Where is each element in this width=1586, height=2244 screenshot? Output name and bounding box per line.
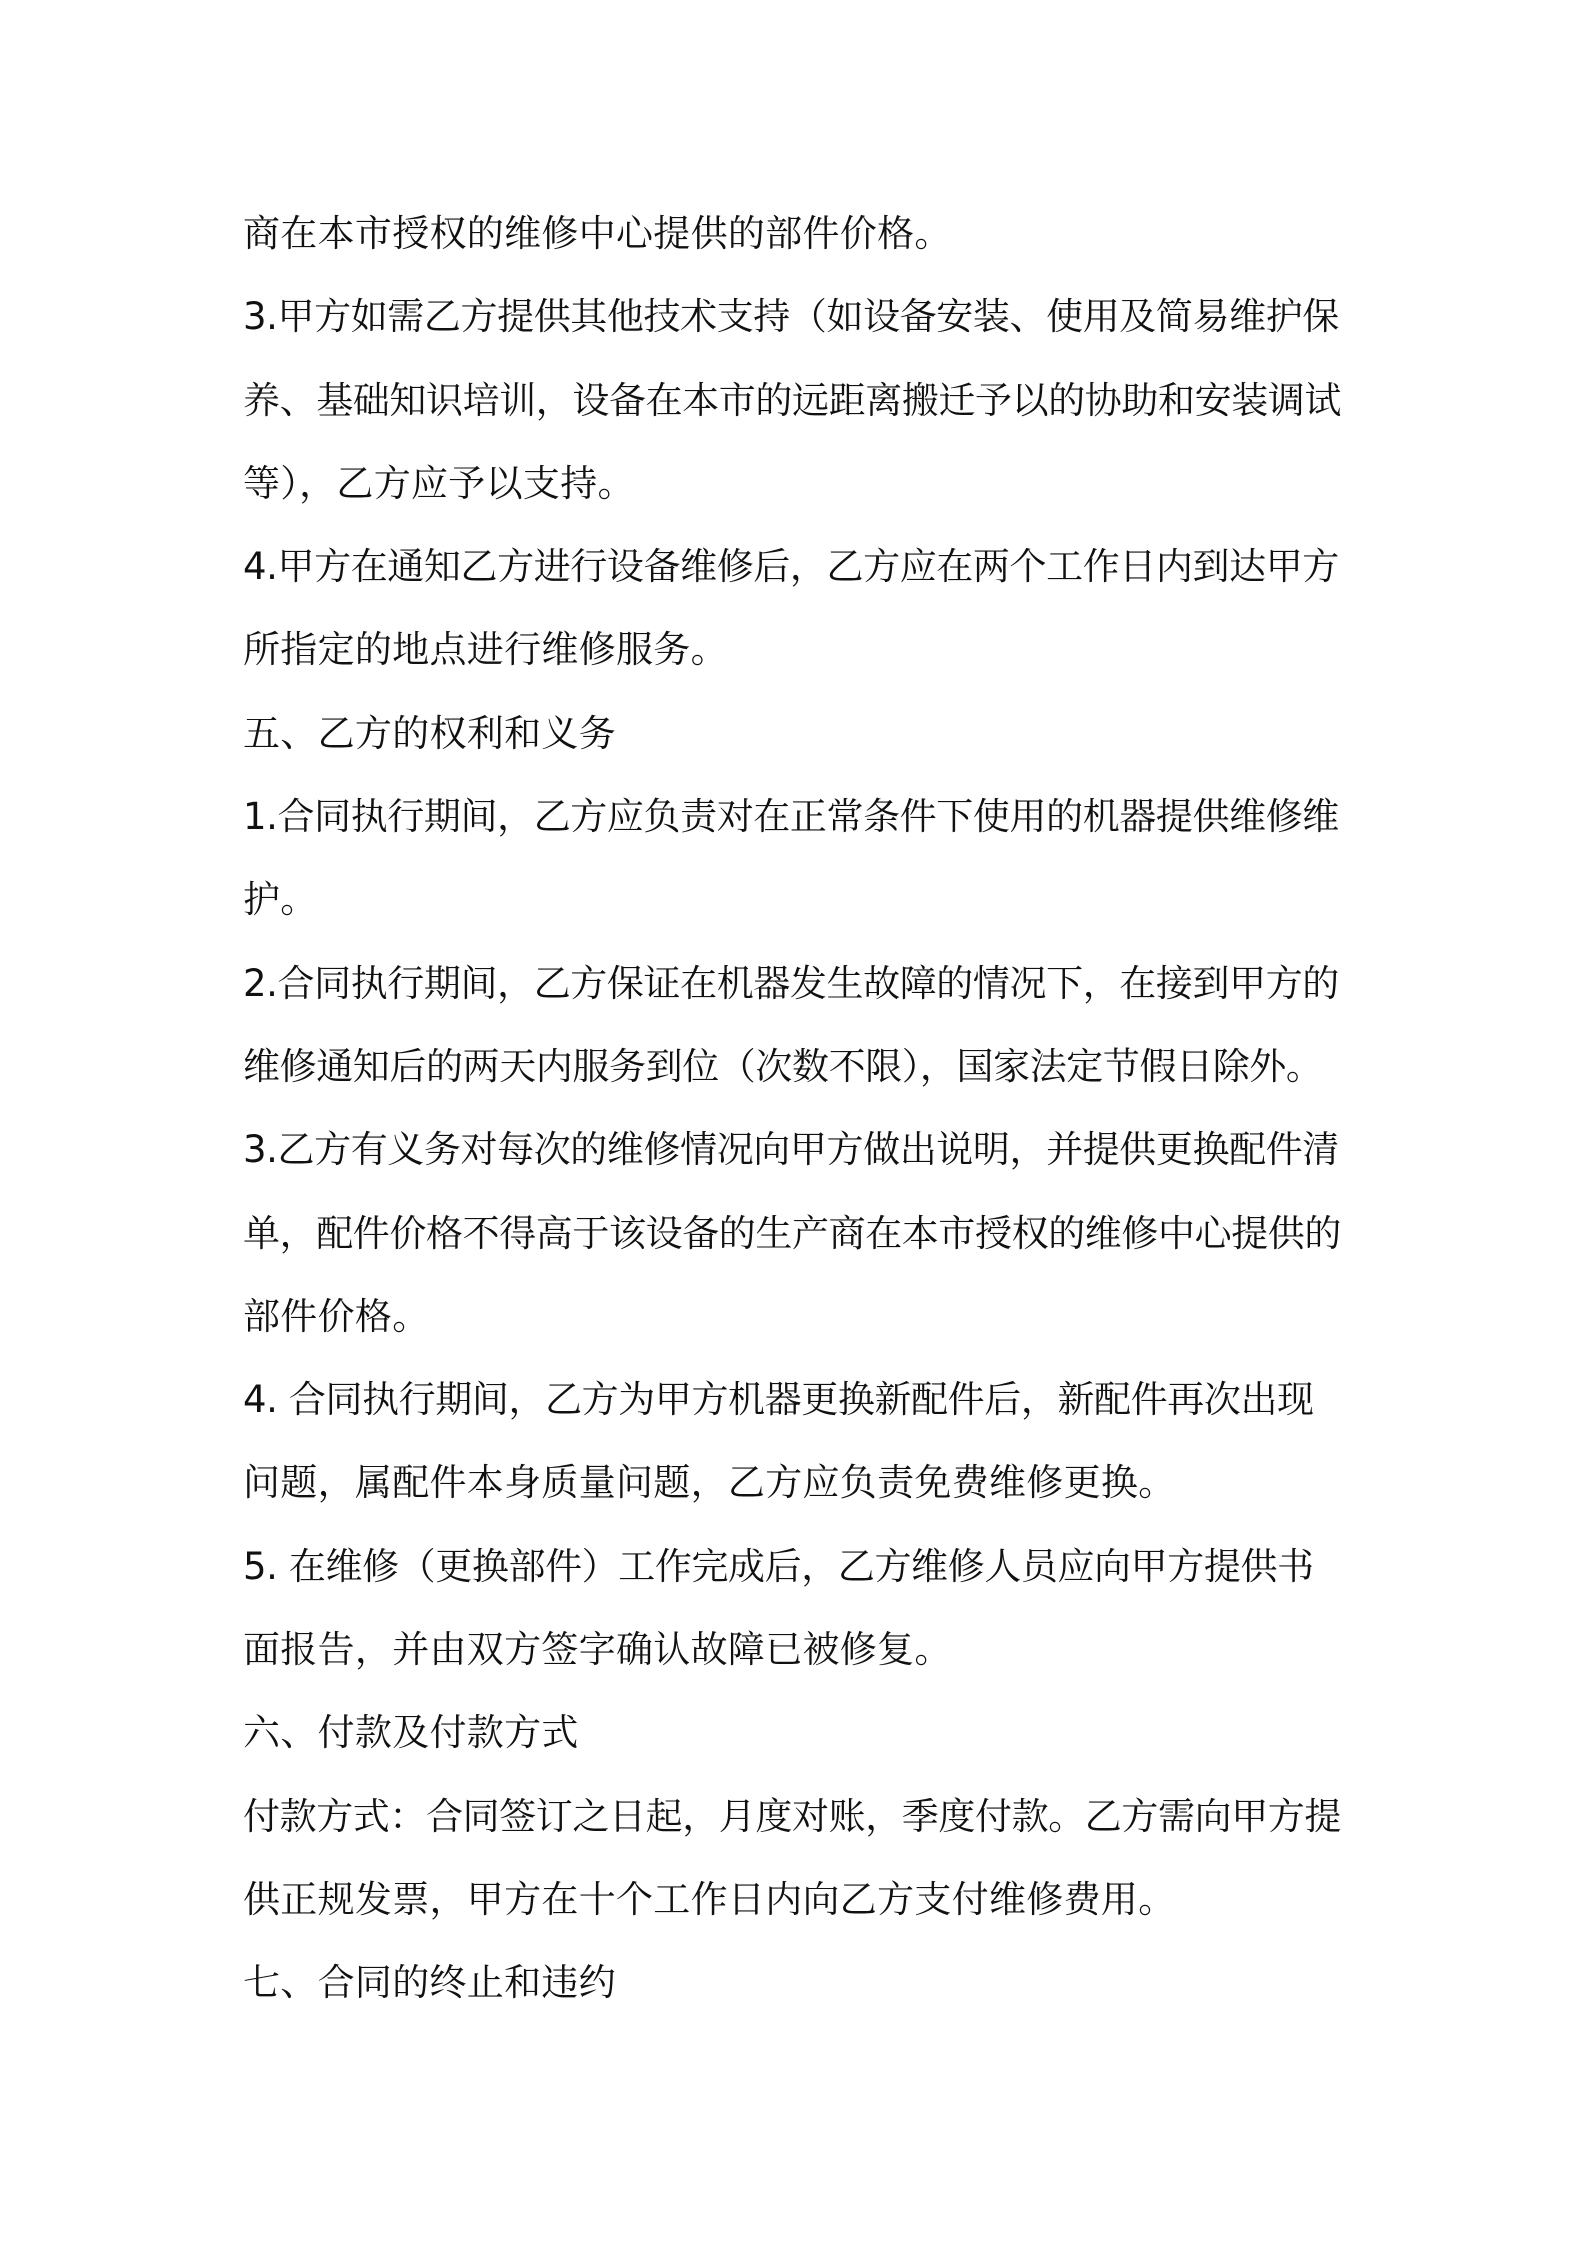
text-line-b-clause-2-end: 维修通知后的两天内服务到位（次数不限），国家法定节假日除外。 xyxy=(243,1044,1323,1088)
text-line-payment-method-end: 供正规发票，甲方在十个工作日内向乙方支付维修费用。 xyxy=(243,1877,1176,1921)
text-line-b-clause-1: 1.合同执行期间，乙方应负责对在正常条件下使用的机器提供维修维 xyxy=(243,795,1339,839)
text-line-clause-4-end: 所指定的地点进行维修服务。 xyxy=(243,628,728,672)
section-heading-payment: 六、付款及付款方式 xyxy=(243,1711,579,1755)
text-line-b-clause-4-end: 问题，属配件本身质量问题，乙方应负责免费维修更换。 xyxy=(243,1461,1176,1505)
text-line-b-clause-3-end: 部件价格。 xyxy=(243,1294,430,1338)
text-line-b-clause-3-cont: 单，配件价格不得高于该设备的生产商在本市授权的维修中心提供的 xyxy=(243,1211,1341,1255)
text-line-b-clause-3: 3.乙方有义务对每次的维修情况向甲方做出说明，并提供更换配件清 xyxy=(243,1128,1339,1172)
text-line-b-clause-4: 4. 合同执行期间，乙方为甲方机器更换新配件后，新配件再次出现 xyxy=(243,1378,1314,1422)
section-heading-party-b-rights: 五、乙方的权利和义务 xyxy=(243,711,616,755)
text-line-b-clause-5: 5. 在维修（更换部件）工作完成后，乙方维修人员应向甲方提供书 xyxy=(243,1544,1314,1588)
text-line-parts-price-end: 商在本市授权的维修中心提供的部件价格。 xyxy=(243,212,952,255)
text-line-b-clause-2: 2.合同执行期间，乙方保证在机器发生故障的情况下，在接到甲方的 xyxy=(243,961,1339,1005)
document-page xyxy=(243,192,1363,2025)
section-heading-termination: 七、合同的终止和违约 xyxy=(243,1961,616,2005)
text-line-clause-4-notice: 4.甲方在通知乙方进行设备维修后，乙方应在两个工作日内到达甲方 xyxy=(243,545,1339,589)
text-line-payment-method: 付款方式：合同签订之日起，月度对账，季度付款。乙方需向甲方提 xyxy=(243,1794,1341,1838)
text-line-clause-3-tech-support: 3.甲方如需乙方提供其他技术支持（如设备安装、使用及简易维护保 xyxy=(243,295,1339,339)
text-line-b-clause-5-end: 面报告，并由双方签字确认故障已被修复。 xyxy=(243,1628,952,1672)
text-line-b-clause-1-end: 护。 xyxy=(243,878,318,922)
text-line-clause-3-end: 等），乙方应予以支持。 xyxy=(243,461,635,505)
text-line-clause-3-cont: 养、基础知识培训，设备在本市的远距离搬迁予以的协助和安装调试 xyxy=(243,378,1341,422)
